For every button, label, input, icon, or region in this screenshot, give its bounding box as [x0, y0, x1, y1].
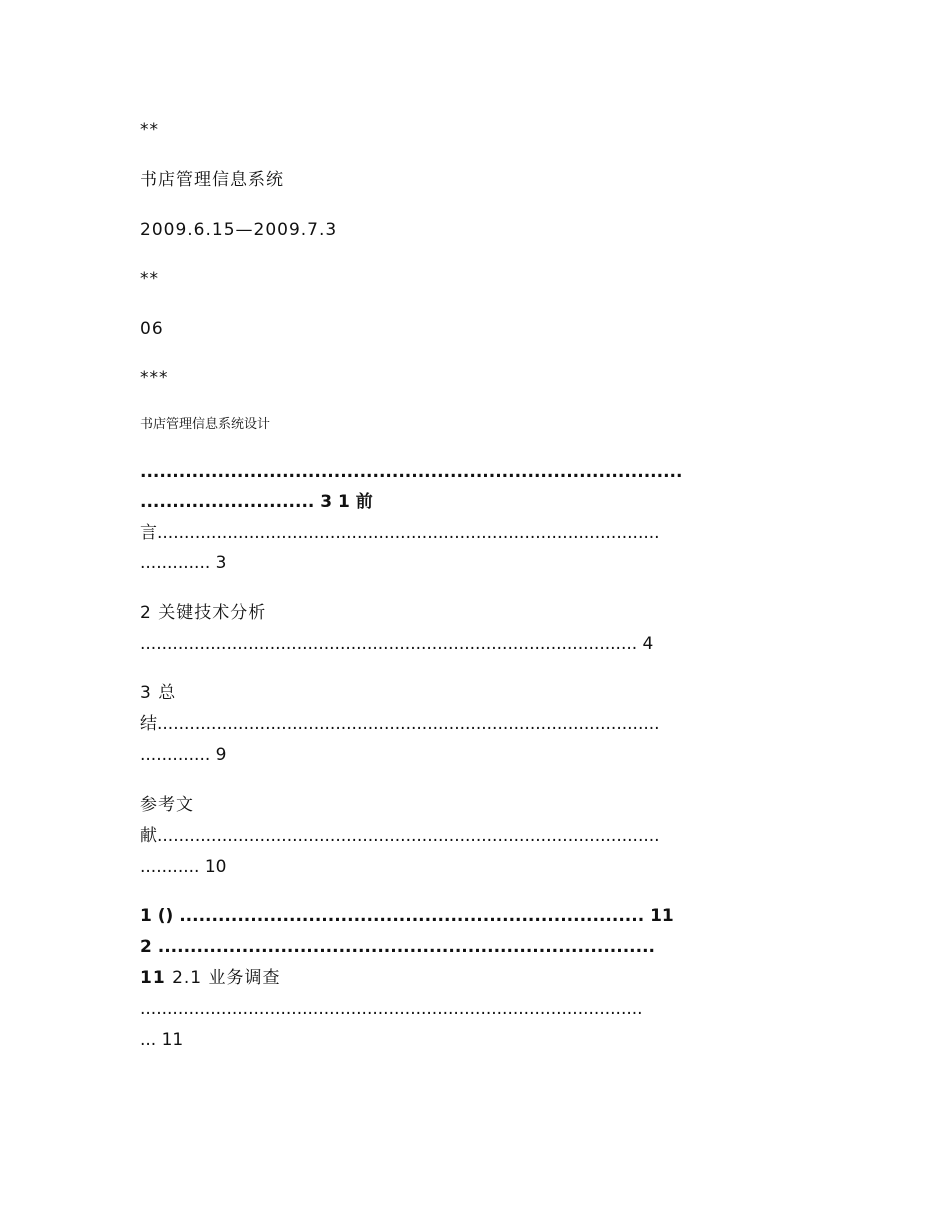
toc-line: ............................................................................................ 4 — [140, 634, 654, 654]
toc-line: 结............................................................................................. — [140, 714, 660, 734]
toc-line: ............. 3 — [140, 553, 227, 573]
toc-line: 言............................................................................................. — [140, 523, 660, 543]
toc-line: 3 总 — [140, 683, 177, 703]
toc-line — [140, 966, 281, 990]
toc-line: 参考文 — [140, 795, 194, 815]
toc-line: ........................... 3 1 前 — [140, 492, 373, 512]
toc-line: ............................................................................................. — [140, 999, 643, 1019]
toc-line: ............. 9 — [140, 745, 227, 765]
cover-line-6: *** — [140, 368, 169, 388]
toc-line: .................................................................................... — [140, 462, 683, 482]
toc-page-number: 11 — [140, 968, 166, 988]
cover-line-4: ** — [140, 269, 159, 289]
toc-line: ... 11 — [140, 1030, 184, 1050]
document-subtitle: 书店管理信息系统设计 — [140, 417, 271, 432]
toc-line: 献............................................................................................. — [140, 826, 660, 846]
cover-line-5: 06 — [140, 319, 164, 339]
document-title: 书店管理信息系统 — [140, 170, 284, 190]
date-range: 2009.6.15—2009.7.3 — [140, 220, 338, 240]
toc-line: 2 ............................................................................. — [140, 937, 656, 957]
cover-line-1: ** — [140, 120, 159, 140]
toc-entry-label: 2.1 业务调查 — [165, 968, 281, 988]
toc-line: 2 关键技术分析 — [140, 603, 267, 623]
toc-line: 1 () ........................................................................ 11 — [140, 906, 674, 926]
toc-line: ........... 10 — [140, 857, 227, 877]
